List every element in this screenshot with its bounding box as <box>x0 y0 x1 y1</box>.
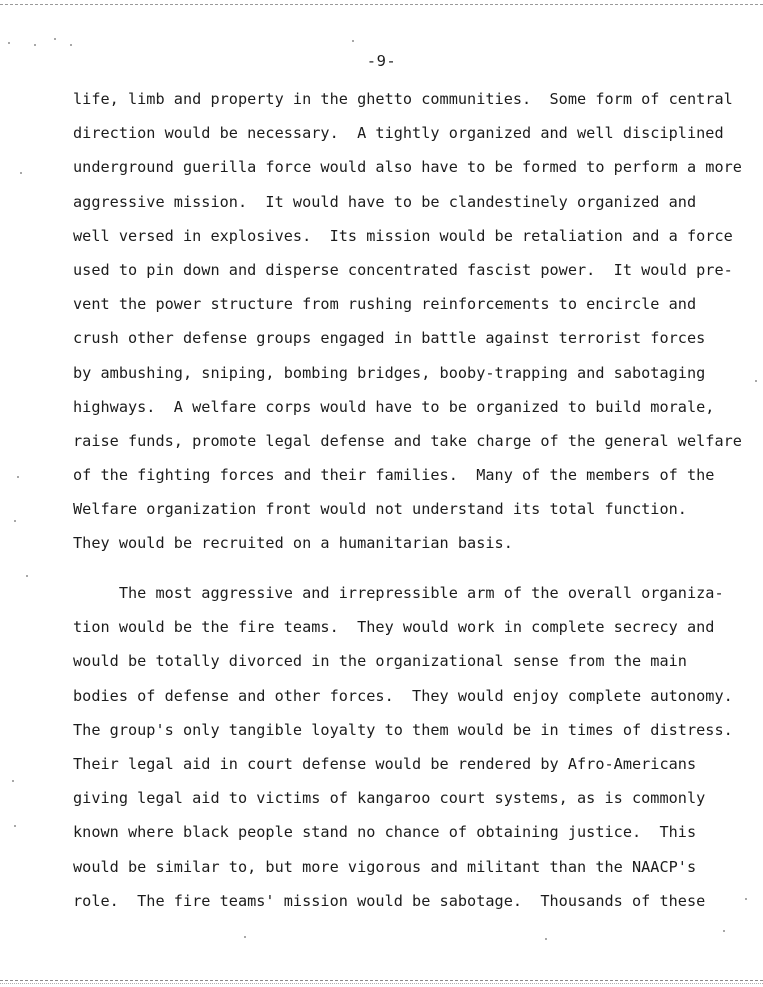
scan-speck <box>8 42 10 44</box>
text-line: tion would be the fire teams. They would work in complete secrecy and <box>73 618 715 637</box>
text-line: of the fighting forces and their families. Many of the members of the <box>73 466 715 485</box>
scan-speck <box>352 40 354 42</box>
text-line: well versed in explosives. Its mission would be retaliation and a force <box>73 226 733 245</box>
scan-speck <box>755 380 757 382</box>
paragraph-2 <box>73 576 733 918</box>
text-line: aggressive mission. It would have to be clandestinely organized and <box>73 192 697 211</box>
scan-speck <box>20 172 22 174</box>
scan-speck <box>723 930 725 932</box>
scan-speck <box>54 38 56 40</box>
page-number: -9- <box>366 52 397 70</box>
scan-speck <box>26 575 28 577</box>
scan-speck <box>14 825 16 827</box>
text-line: raise funds, promote legal defense and take charge of the general welfare <box>73 431 742 450</box>
text-line: direction would be necessary. A tightly organized and well disciplined <box>73 124 724 143</box>
text-line: would be similar to, but more vigorous and militant than the NAACP's <box>73 857 697 876</box>
text-line: Their legal aid in court defense would be rendered by Afro-Americans <box>73 754 697 773</box>
bottom-scan-edge <box>0 983 763 984</box>
text-line: role. The fire teams' mission would be sabotage. Thousands of these <box>73 891 706 910</box>
scan-speck <box>17 476 19 478</box>
bottom-scan-edge <box>0 980 763 981</box>
text-line: The group's only tangible loyalty to them would be in times of distress. <box>73 720 733 739</box>
scan-speck <box>70 44 72 46</box>
scan-speck <box>244 936 246 938</box>
text-line: The most aggressive and irrepressible arm of the overall organiza- <box>73 584 724 602</box>
scan-speck <box>545 938 547 940</box>
text-line: giving legal aid to victims of kangaroo court systems, as is commonly <box>73 789 706 808</box>
text-line: Welfare organization front would not understand its total function. <box>73 500 687 519</box>
scan-speck <box>34 44 36 46</box>
text-line: known where black people stand no chance of obtaining justice. This <box>73 823 697 842</box>
text-line: highways. A welfare corps would have to be organized to build morale, <box>73 397 715 416</box>
paragraph-1 <box>73 82 742 561</box>
text-line: would be totally divorced in the organizational sense from the main <box>73 652 687 671</box>
text-line: bodies of defense and other forces. They would enjoy complete autonomy. <box>73 686 733 705</box>
text-line: vent the power structure from rushing reinforcements to encircle and <box>73 295 697 314</box>
text-line: They would be recruited on a humanitarian basis. <box>73 534 513 553</box>
scan-speck <box>14 520 16 522</box>
top-scan-edge <box>0 4 763 5</box>
scan-speck <box>12 780 14 782</box>
text-line: used to pin down and disperse concentrated fascist power. It would pre- <box>73 260 733 279</box>
text-line: crush other defense groups engaged in battle against terrorist forces <box>73 329 706 348</box>
text-line: underground guerilla force would also have to be formed to perform a more <box>73 158 742 177</box>
text-line: life, limb and property in the ghetto communities. Some form of central <box>73 90 733 108</box>
scan-speck <box>745 898 747 900</box>
text-line: by ambushing, sniping, bombing bridges, booby-trapping and sabotaging <box>73 363 706 382</box>
